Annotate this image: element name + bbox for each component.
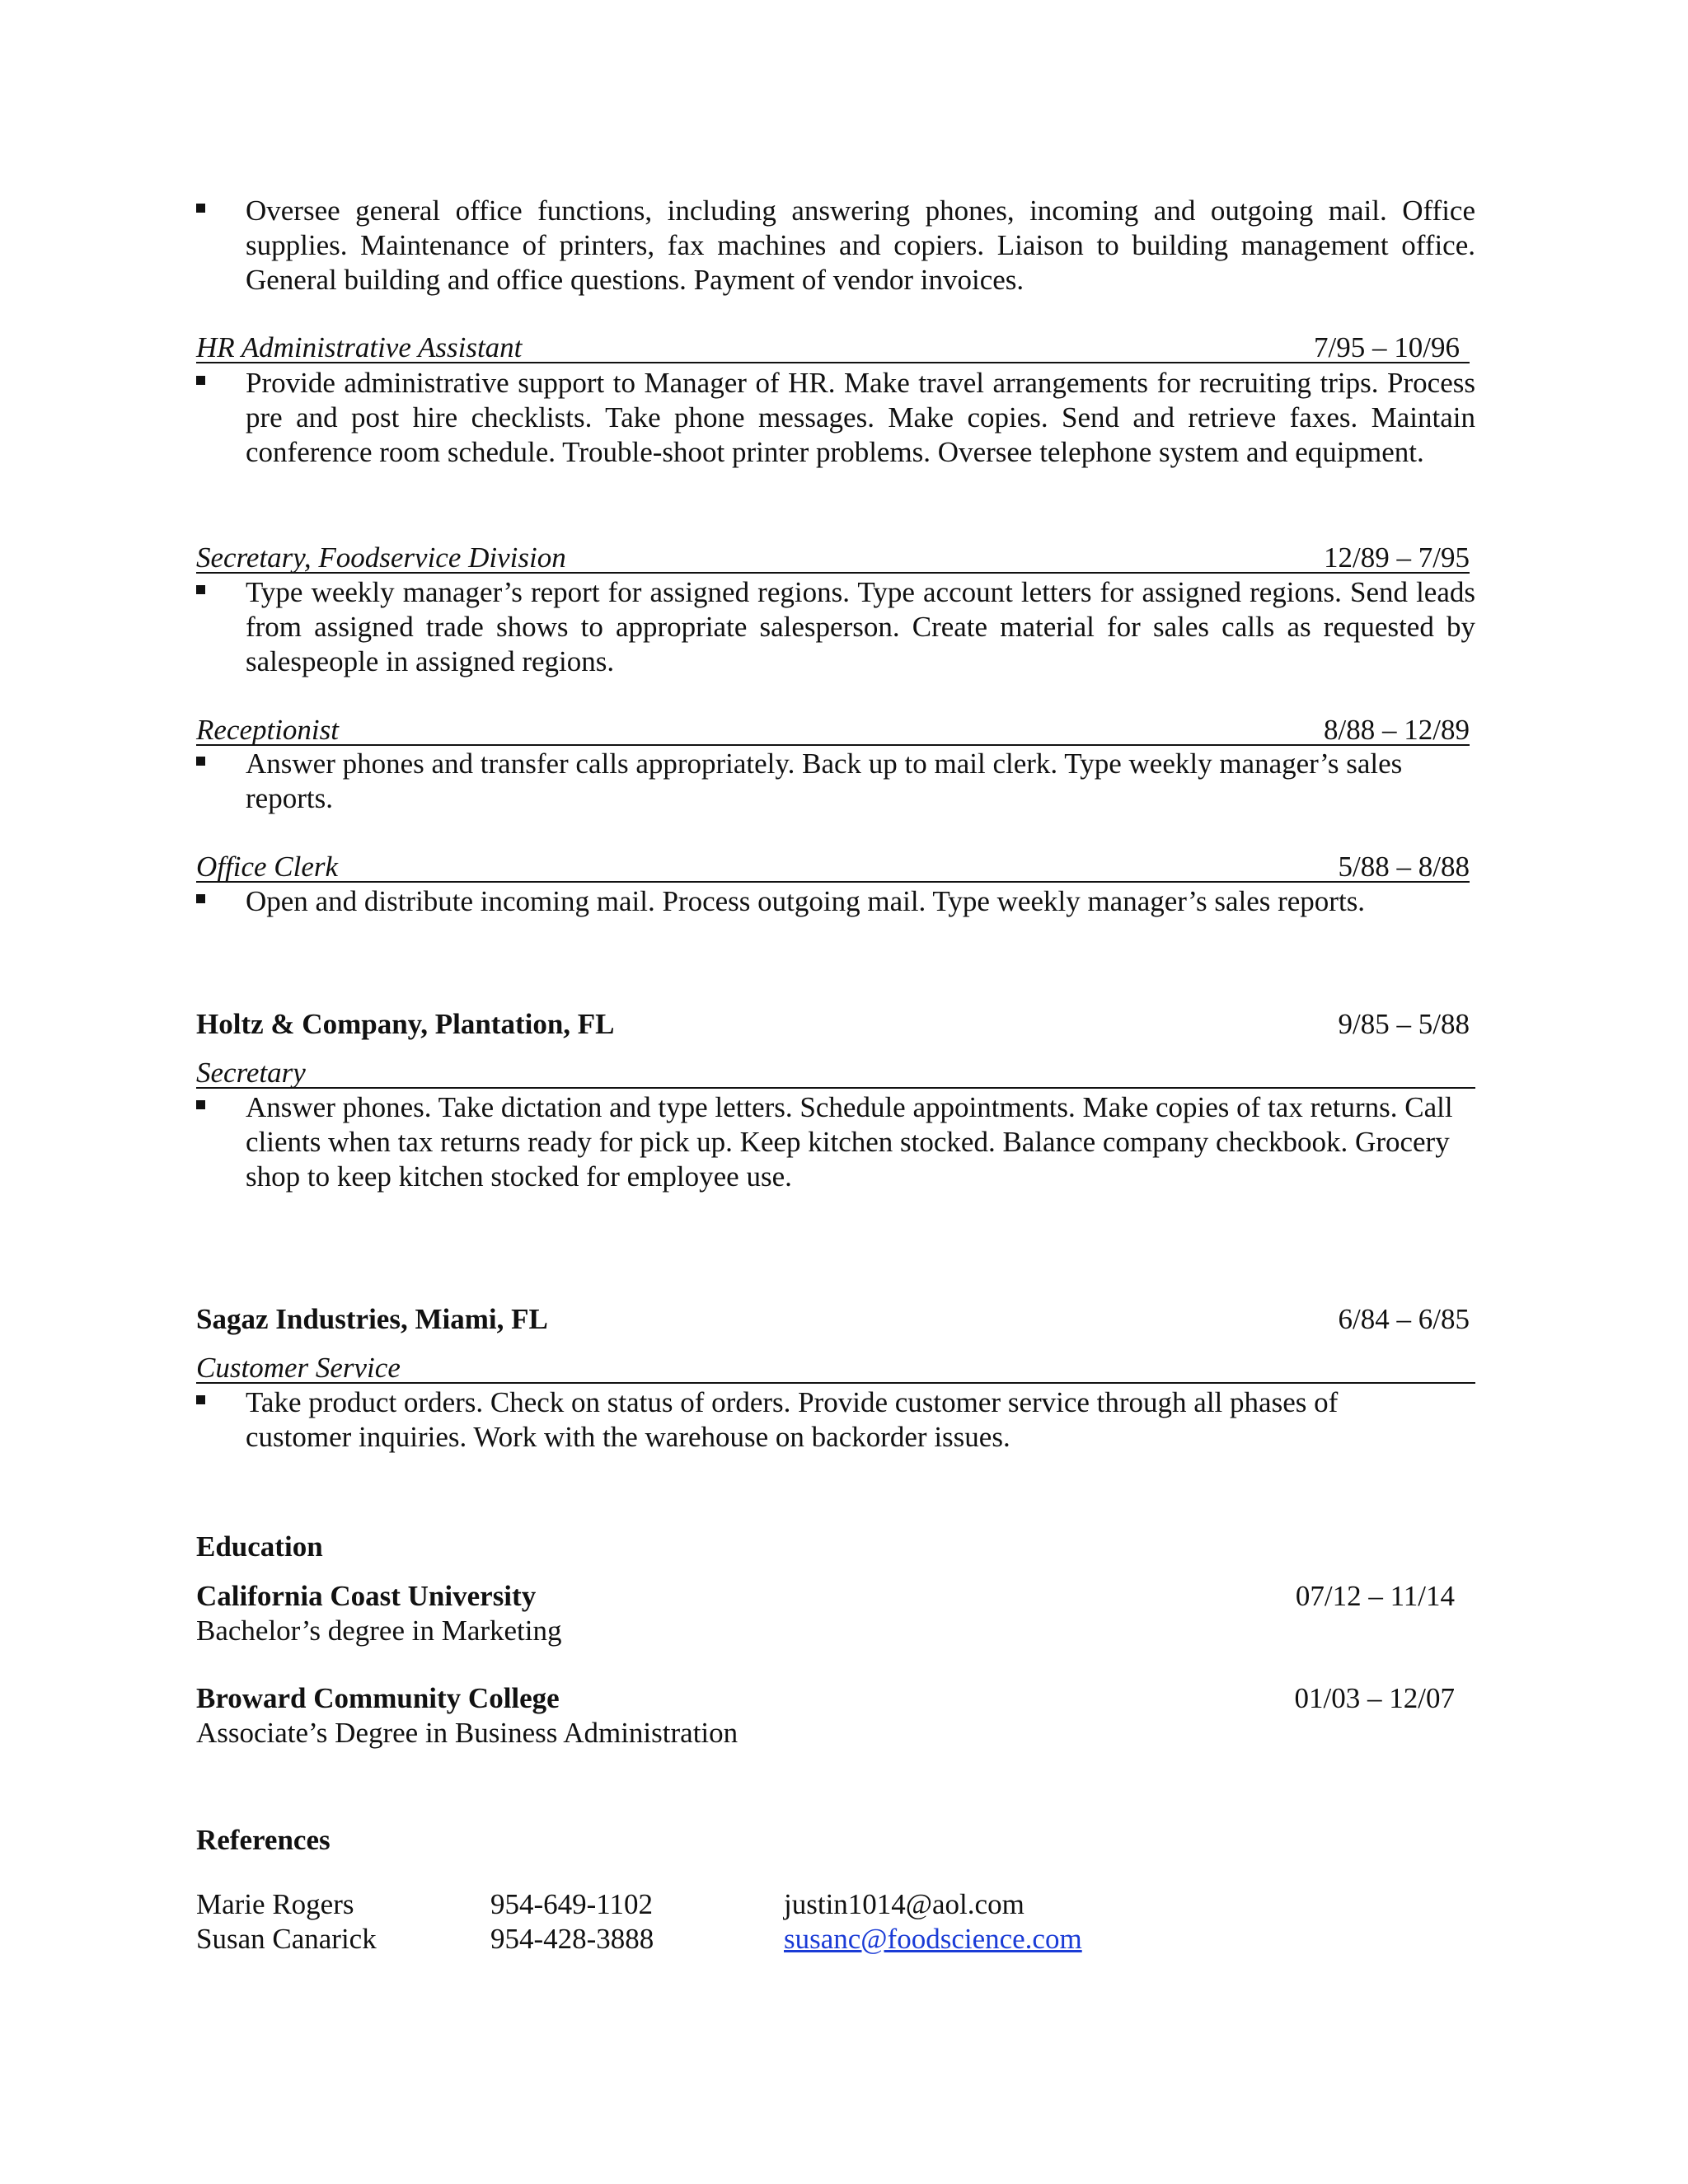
list-item (196, 194, 1475, 298)
square-bullet-icon (196, 894, 205, 903)
reference-row (196, 1887, 1350, 1924)
degree-text: Bachelor’s degree in Marketing (196, 1615, 562, 1647)
bullet-text: Answer phones. Take dictation and type letters. Schedule appointments. Make copies of tax returns. Call clients when tax returns ready for pick up. Keep kitchen stocked. Balance company checkbook. Grocery shop to keep kitchen stocked for employee use. (246, 1091, 1453, 1193)
employer-dates: 6/84 – 6/85 (1338, 1303, 1470, 1335)
list-item (196, 747, 1475, 816)
job-title-row (196, 327, 1470, 363)
education-row (196, 1681, 1455, 1718)
list-item (196, 1385, 1475, 1455)
square-bullet-icon (196, 585, 205, 594)
degree-text: Associate’s Degree in Business Administration (196, 1717, 738, 1749)
reference-email-link[interactable]: susanc@foodscience.com (784, 1923, 1082, 1955)
employer-name: Sagaz Industries, Miami, FL (196, 1303, 548, 1335)
job-dates: 5/88 – 8/88 (1338, 851, 1470, 883)
square-bullet-icon (196, 1395, 205, 1404)
bullet-text: Provide administrative support to Manager of HR. Make travel arrangements for recruiting trips. Process pre and post hire checklists. Take phone messages. Make copies. Send and retrieve faxes. Maintain conference room schedule. Trouble-shoot printer problems. Oversee telephone system and equipment. (246, 367, 1475, 468)
bullet-text: Open and distribute incoming mail. Process outgoing mail. Type weekly manager’s sales reports. (246, 885, 1366, 917)
square-bullet-icon (196, 1100, 205, 1109)
section-heading-references: References (196, 1824, 331, 1856)
reference-phone: 954-428-3888 (490, 1923, 654, 1955)
square-bullet-icon (196, 757, 205, 766)
employer-name: Holtz & Company, Plantation, FL (196, 1008, 615, 1040)
bullet-text: Take product orders. Check on status of orders. Provide customer service through all phases of customer inquiries. Work with the warehouse on backorder issues. (246, 1386, 1339, 1453)
reference-row (196, 1922, 1350, 1958)
bullet-text: Oversee general office functions, including answering phones, incoming and outgoing mail. Office supplies. Maintenance of printers, fax machines and copiers. Liaison to building management office. General building and office questions. Payment of vendor invoices. (246, 194, 1475, 296)
employer-row (196, 1302, 1470, 1338)
job-title-row (196, 1052, 1475, 1089)
list-item (196, 575, 1475, 679)
job-dates: 12/89 – 7/95 (1324, 541, 1470, 574)
education-row (196, 1579, 1455, 1615)
square-bullet-icon (196, 376, 205, 385)
job-title: Customer Service (196, 1352, 401, 1384)
list-item (196, 884, 1475, 919)
job-title: Secretary, Foodservice Division (196, 541, 566, 574)
school-dates: 01/03 – 12/07 (1294, 1682, 1455, 1714)
employer-row (196, 1007, 1470, 1043)
job-title: Office Clerk (196, 851, 339, 883)
reference-name: Marie Rogers (196, 1888, 354, 1920)
bullet-text: Type weekly manager’s report for assigned regions. Type account letters for assigned regions. Send leads from assigned trade shows to appropriate salesperson. Create material for sales calls as requested by salespeople in assigned regions. (246, 576, 1475, 677)
list-item (196, 1090, 1475, 1194)
job-title-row (196, 1347, 1475, 1384)
job-title-row (196, 846, 1470, 883)
job-title-row (196, 710, 1470, 746)
job-dates: 7/95 – 10/96 (1314, 331, 1460, 363)
reference-name: Susan Canarick (196, 1923, 377, 1955)
employer-dates: 9/85 – 5/88 (1338, 1008, 1470, 1040)
school-name: Broward Community College (196, 1682, 560, 1714)
job-title: Secretary (196, 1057, 306, 1089)
job-title: Receptionist (196, 714, 340, 746)
school-name: California Coast University (196, 1580, 537, 1612)
bullet-text: Answer phones and transfer calls appropriately. Back up to mail clerk. Type weekly manager’s sales reports. (246, 748, 1403, 814)
reference-phone: 954-649-1102 (490, 1888, 654, 1920)
job-title-row (196, 537, 1470, 574)
square-bullet-icon (196, 204, 205, 213)
section-heading-education: Education (196, 1530, 323, 1563)
job-dates: 8/88 – 12/89 (1324, 714, 1470, 746)
job-title: HR Administrative Assistant (196, 331, 523, 363)
school-dates: 07/12 – 11/14 (1295, 1580, 1455, 1612)
reference-email: justin1014@aol.com (784, 1888, 1025, 1920)
list-item (196, 366, 1475, 470)
